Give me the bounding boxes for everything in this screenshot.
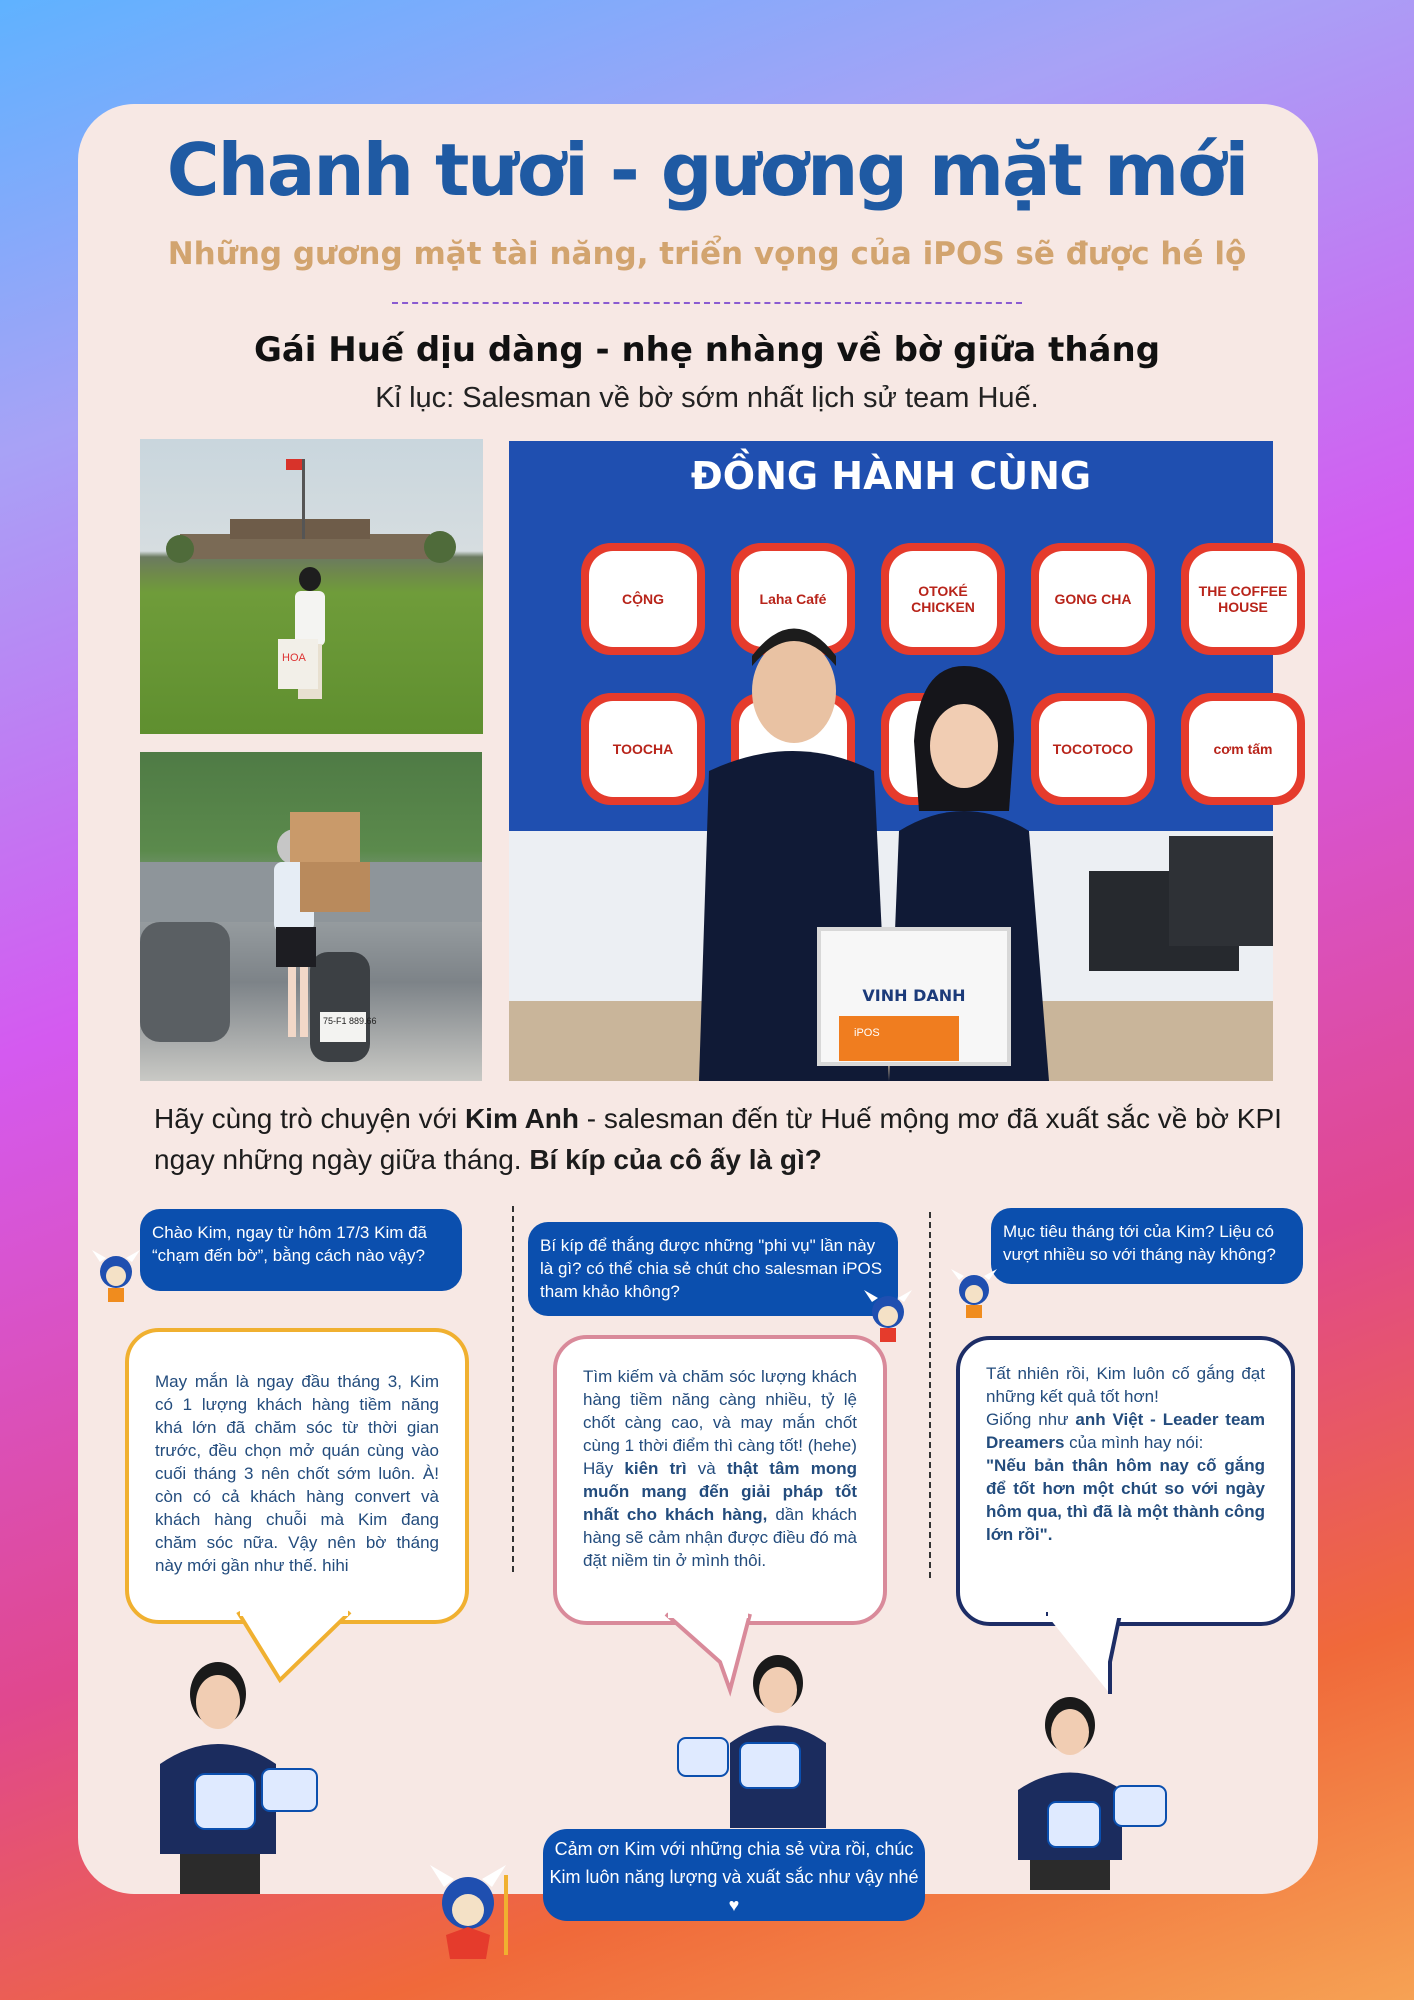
answer-bubble-2: Tìm kiếm và chăm sóc lượng khách hàng tiềm năng càng nhiều, tỷ lệ chốt càng cao, và may mắn chốt cùng 1 thời điểm thì càng tốt! (hehe) Hãy kiên trì và thật tâm mong muốn mang đến giải pháp tốt nhất cho khách hàng, dần khách hàng sẽ cảm nhận được điều đó mà đặt niềm tin ở mình thôi. (553, 1335, 887, 1625)
intro-question: Bí kíp của cô ấy là gì? (529, 1144, 822, 1175)
intro-paragraph: Hãy cùng trò chuyện với Kim Anh - salesman đến từ Huế mộng mơ đã xuất sắc về bờ KPI ngay những ngày giữa tháng. Bí kíp của cô ấy là gì? (154, 1103, 1282, 1175)
mascot-icon-4 (418, 1855, 528, 1965)
mascot-icon-3 (946, 1264, 1002, 1322)
plate-text: 75-F1 889.66 (323, 1016, 377, 1026)
bag-text: HOA (282, 652, 306, 664)
thanks-bubble: Cảm ơn Kim với những chia sẻ vừa rồi, chúc Kim luôn năng lượng và xuất sắc như vậy nhé ♥ (543, 1829, 925, 1921)
brand-logo-text: OTOKÉ CHICKEN (889, 551, 997, 647)
brand-logo-text: cơm tấm (1189, 701, 1297, 797)
question-bubble-2: Bí kíp để thắng được những "phi vụ" lần này là gì? có thể chia sẻ chút cho salesman iPOS tham khảo không? (528, 1222, 898, 1316)
mascot-icon-1 (86, 1244, 146, 1306)
brand-logo-text: THE COFFEE HOUSE (1189, 551, 1297, 647)
answer-bubble-3: Tất nhiên rồi, Kim luôn cố gắng đạt những kết quả tốt hơn! Giống như anh Việt - Leader team Dreamers của mình hay nói: "Nếu bản thân hôm nay cố gắng để tốt hơn một chút so với ngày hôm qua, thì đã là một thành công lớn rồi". (956, 1336, 1295, 1626)
page-title: Chanh tươi - gương mặt mới (166, 128, 1248, 212)
person-cutout-1 (150, 1654, 330, 1894)
photo-award (509, 441, 1288, 1081)
interviewee-name: Kim Anh (464, 1103, 580, 1134)
photo-street (140, 752, 482, 1081)
question-bubble-1: Chào Kim, ngay từ hôm 17/3 Kim đã “chạm đến bờ”, bằng cách nào vậy? (140, 1209, 462, 1291)
brand-logo-text: GONG CHA (1039, 551, 1147, 647)
photo-citadel (140, 439, 483, 734)
column-divider-2 (929, 1212, 931, 1578)
page-subtitle: Những gương mặt tài năng, triển vọng của iPOS sẽ được hé lộ (167, 236, 1247, 272)
divider (392, 302, 1022, 304)
brand-logo-text: Laha Café (739, 551, 847, 647)
person-cutout-3 (1010, 1690, 1180, 1890)
bubble-tail-3 (1040, 1612, 1160, 1702)
brand-logo-text: CỘNG (589, 551, 697, 647)
feature-headline: Gái Huế dịu dàng - nhẹ nhàng về bờ giữa tháng (253, 330, 1161, 370)
question-bubble-3: Mục tiêu tháng tới của Kim? Liệu có vượt nhiều so với tháng này không? (991, 1208, 1303, 1284)
person-cutout-2 (670, 1648, 850, 1828)
banner-text: ĐỒNG HÀNH CÙNG (690, 454, 1092, 498)
mascot-icon-2 (858, 1284, 918, 1346)
brand-logo-text: TOOCHA (589, 701, 697, 797)
certificate-text: VINH DANH (862, 986, 966, 1005)
brand-logo-text: TOCOTOCO (1039, 701, 1147, 797)
column-divider-1 (512, 1206, 514, 1572)
feature-record: Kỉ lục: Salesman về bờ sớm nhất lịch sử team Huế. (375, 382, 1039, 414)
brand-text: iPOS (854, 1027, 880, 1039)
answer-bubble-1: May mắn là ngay đầu tháng 3, Kim có 1 lượng khách hàng tiềm năng khá lớn đã chăm sóc từ thời gian trước, đều chọn mở quán cùng vào cuối tháng 3 nên chốt sớm luôn. À! còn có cả khách hàng convert và khách hàng chuỗi mà Kim đang chăm sóc nữa. Vậy nên bờ tháng này mới gần như thế. hihi (125, 1328, 469, 1624)
